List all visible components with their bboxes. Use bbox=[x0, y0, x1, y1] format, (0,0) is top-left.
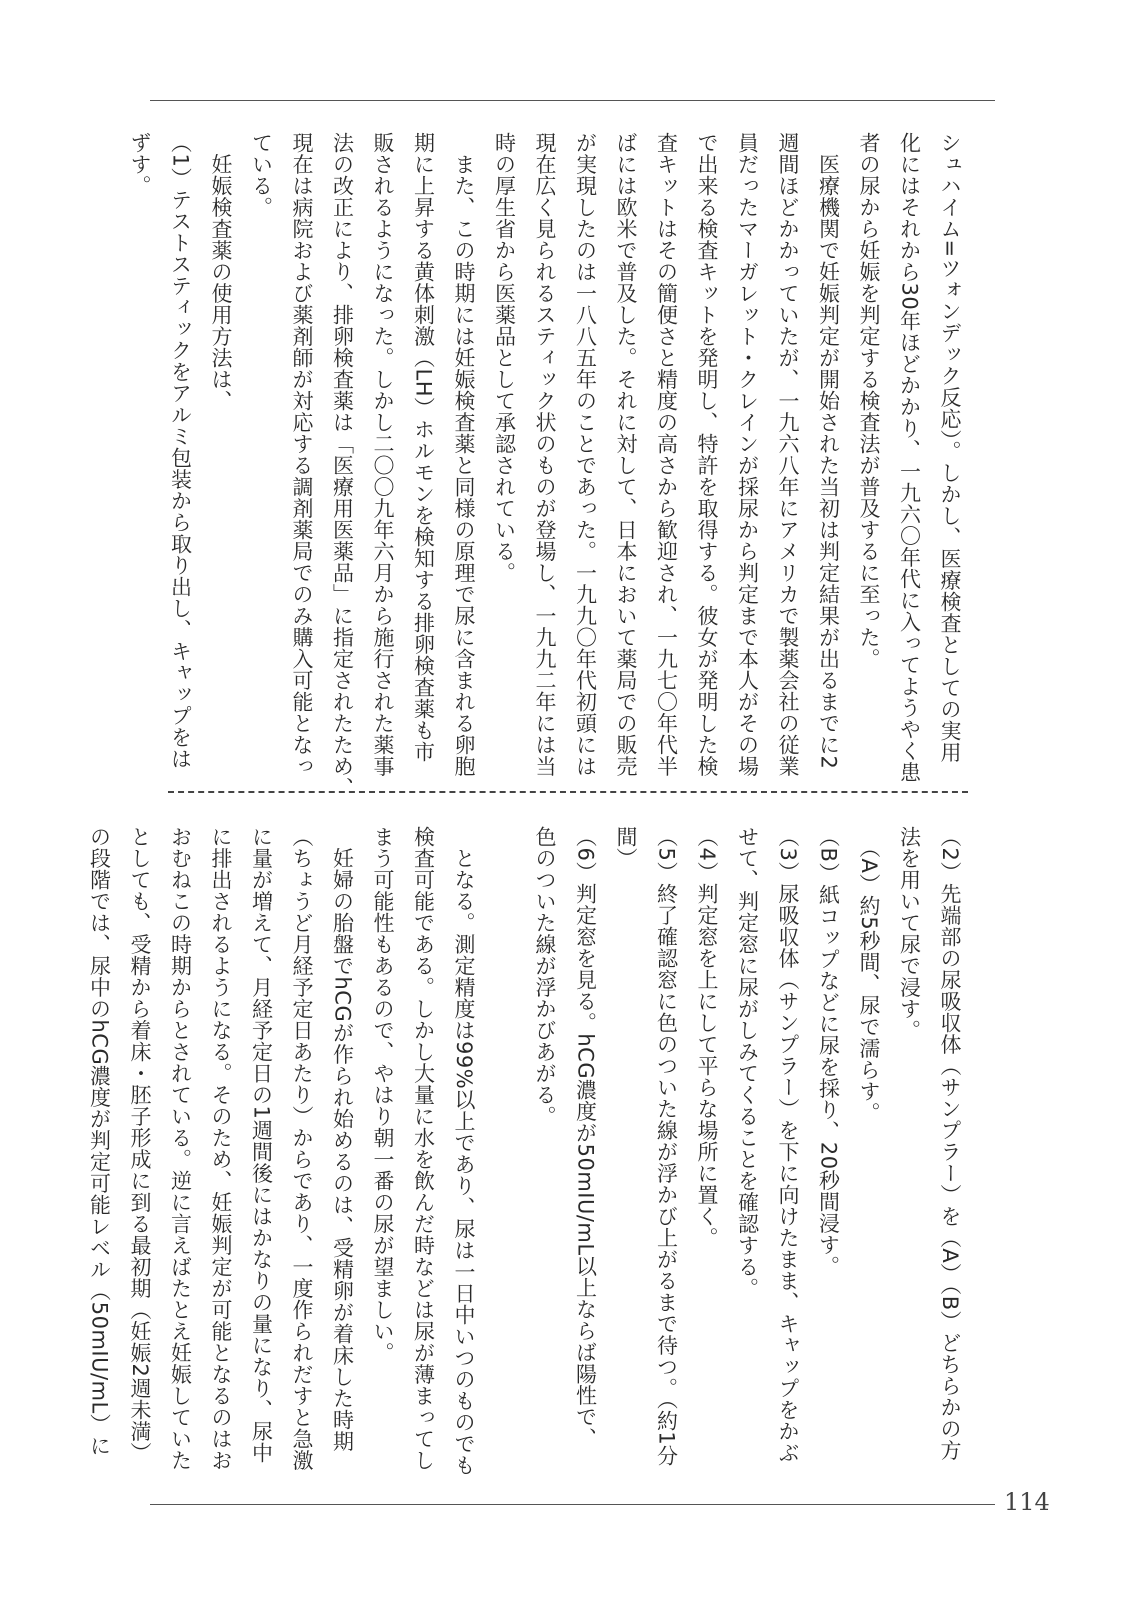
upper-text-block: シュハイム=ツォンデック反応）。しかし、医療検査としての実用 化にはそれから30年ほどかかり、一九六〇年代に入ってようやく患 者の尿から妊娠を判定する検査法が普及するに至った。 医療機関で妊娠判定が開始された当初は判定結果が出るまでに2 週間ほどかかっていたが、一九六八年にアメリカで製薬会社の従業 員だったマーガレット・クレインが採尿から判定まで本人がその場 で出来る検査キットを発明し、特許を取得する。彼女が発明した検 査キットはその簡便さと精度の高さから歓迎され、一九七〇年代半 ばには欧米で普及した。それに対して、日本において薬局での販売 が実現したのは一八八五年のことであった。一九九〇年代初頭には 現在広く見られるスティック状のものが登場し、一九九二年には当 時の厚生省から医薬品として承認されている。 また、この時期には妊娠検査薬と同様の原理で尿に含まれる卵胞 期に上昇する黄体刺激（LH）ホルモンを検知する排卵検査薬も市 販されるようになった。しかし二〇〇九年六月から施行された薬事 法の改正により、排卵検査薬は「医療用医薬品」に指定されたため、 現在は病院および薬剤師が対応する調剤薬局でのみ購入可能となっ ている。 妊娠検査薬の使用方法は、 （1）テストスティックをアルミ包装から取り出し、キャップをは ずす。 bbox=[128, 132, 962, 799]
bottom-rule bbox=[150, 1504, 995, 1505]
top-rule bbox=[150, 100, 995, 101]
page-number: 114 bbox=[1004, 1488, 1050, 1516]
section-divider bbox=[168, 791, 968, 793]
lower-text-block: （2）先端部の尿吸収体（サンプラー）を（A）（B）どちらかの方 法を用いて尿で浸す。 （A）約5秒間、尿で濡らす。 （B）紙コップなどに尿を採り、20秒間浸す。 （3）尿吸収体（サンプラー）を下に向けたまま、キャップをかぶ せて、判定窓に尿がしみてくることを確認する。 （4）判定窓を上にして平らな場所に置く。 （5）終了確認窓に色のついた線が浮かび上がるまで待つ。（約1分 間） （6）判定窓を見る。hCG濃度が50mIU/mL以上ならば陽性で、 色のついた線が浮かびあがる。 となる。測定精度は99%以上であり、尿は一日中いつのものでも 検査可能である。しかし大量に水を飲んだ時などは尿が薄まってし まう可能性もあるので、やはり朝一番の尿が望ましい。 妊婦の胎盤でhCGが作られ始めるのは、受精卵が着床した時期 （ちょうど月経予定日あたり）からであり、一度作られだすと急激 に量が増えて、月経予定日の1週間後にはかなりの量になり、尿中 に排出されるようになる。そのため、妊娠判定が可能となるのはお おむねこの時期からとされている。逆に言えばたとえ妊娠していた としても、受精から着床・胚子形成に到る最初期（妊娠2週未満） の段階では、尿中のhCG濃度が判定可能レベル（50mIU/mL）に bbox=[87, 826, 962, 1477]
